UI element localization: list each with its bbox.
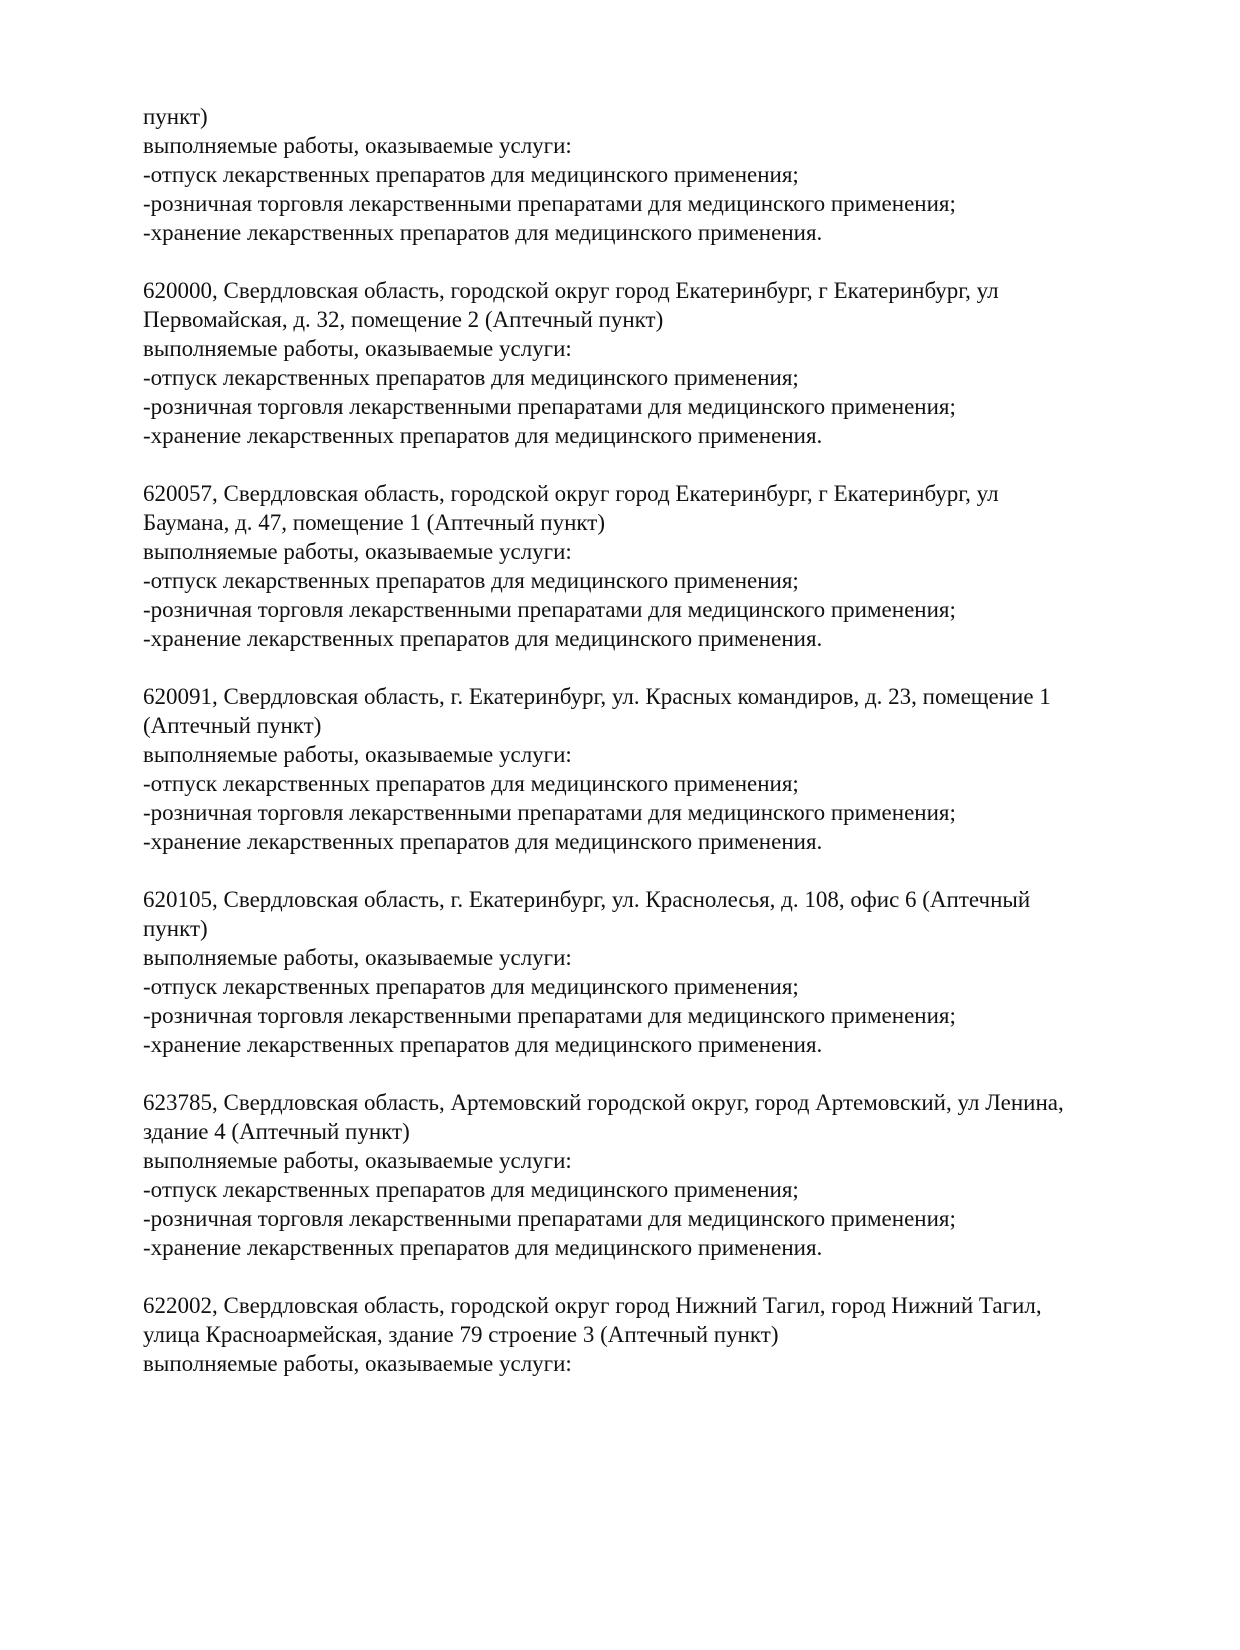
text-line: -хранение лекарственных препаратов для медицинского применения. — [143, 626, 823, 651]
text-line: -розничная торговля лекарственными препаратами для медицинского применения; — [143, 1206, 956, 1231]
text-line: пункт) — [143, 104, 208, 129]
text-line: -отпуск лекарственных препаратов для медицинского применения; — [143, 365, 799, 390]
text-line: выполняемые работы, оказываемые услуги: — [143, 742, 572, 767]
address-line: 620057, Свердловская область, городской округ город Екатеринбург, г Екатеринбург, ул — [143, 481, 999, 506]
address-block — [143, 479, 1143, 653]
text-line: -отпуск лекарственных препаратов для медицинского применения; — [143, 568, 799, 593]
text-line: -хранение лекарственных препаратов для медицинского применения. — [143, 829, 823, 854]
address-line: пункт) — [143, 916, 208, 941]
address-line: 620000, Свердловская область, городской округ город Екатеринбург, г Екатеринбург, ул — [143, 278, 999, 303]
address-line: 623785, Свердловская область, Артемовский городской округ, город Артемовский, ул Ленина, — [143, 1090, 1064, 1115]
text-line: -хранение лекарственных препаратов для медицинского применения. — [143, 423, 823, 448]
continuation-block — [143, 102, 1143, 247]
address-line: 620091, Свердловская область, г. Екатеринбург, ул. Красных командиров, д. 23, помещение 1 — [143, 684, 1051, 709]
text-line: -отпуск лекарственных препаратов для медицинского применения; — [143, 162, 799, 187]
address-block — [143, 885, 1143, 1059]
address-line: здание 4 (Аптечный пункт) — [143, 1119, 410, 1144]
text-line: -отпуск лекарственных препаратов для медицинского применения; — [143, 1177, 799, 1202]
text-line: выполняемые работы, оказываемые услуги: — [143, 1351, 572, 1376]
address-line: Баумана, д. 47, помещение 1 (Аптечный пункт) — [143, 510, 605, 535]
address-block — [143, 1291, 1143, 1378]
text-line: выполняемые работы, оказываемые услуги: — [143, 1148, 572, 1173]
address-block — [143, 276, 1143, 450]
text-line: выполняемые работы, оказываемые услуги: — [143, 539, 572, 564]
text-line: -розничная торговля лекарственными препаратами для медицинского применения; — [143, 394, 956, 419]
text-line: -отпуск лекарственных препаратов для медицинского применения; — [143, 974, 799, 999]
address-line: 620105, Свердловская область, г. Екатеринбург, ул. Краснолесья, д. 108, офис 6 (Аптечный — [143, 887, 1031, 912]
address-line: Первомайская, д. 32, помещение 2 (Аптечный пункт) — [143, 307, 664, 332]
document-page — [143, 102, 1143, 1378]
text-line: -розничная торговля лекарственными препаратами для медицинского применения; — [143, 800, 956, 825]
text-line: -хранение лекарственных препаратов для медицинского применения. — [143, 1032, 823, 1057]
text-line: выполняемые работы, оказываемые услуги: — [143, 133, 572, 158]
text-line: -розничная торговля лекарственными препаратами для медицинского применения; — [143, 191, 956, 216]
address-line: (Аптечный пункт) — [143, 713, 322, 738]
text-line: -хранение лекарственных препаратов для медицинского применения. — [143, 1235, 823, 1260]
text-line: -розничная торговля лекарственными препаратами для медицинского применения; — [143, 597, 956, 622]
text-line: -хранение лекарственных препаратов для медицинского применения. — [143, 220, 823, 245]
text-line: -розничная торговля лекарственными препаратами для медицинского применения; — [143, 1003, 956, 1028]
address-block — [143, 1088, 1143, 1262]
text-line: -отпуск лекарственных препаратов для медицинского применения; — [143, 771, 799, 796]
text-line: выполняемые работы, оказываемые услуги: — [143, 336, 572, 361]
address-line: 622002, Свердловская область, городской округ город Нижний Тагил, город Нижний Тагил, — [143, 1293, 1042, 1318]
address-block — [143, 682, 1143, 856]
address-line: улица Красноармейская, здание 79 строение 3 (Аптечный пункт) — [143, 1322, 779, 1347]
text-line: выполняемые работы, оказываемые услуги: — [143, 945, 572, 970]
